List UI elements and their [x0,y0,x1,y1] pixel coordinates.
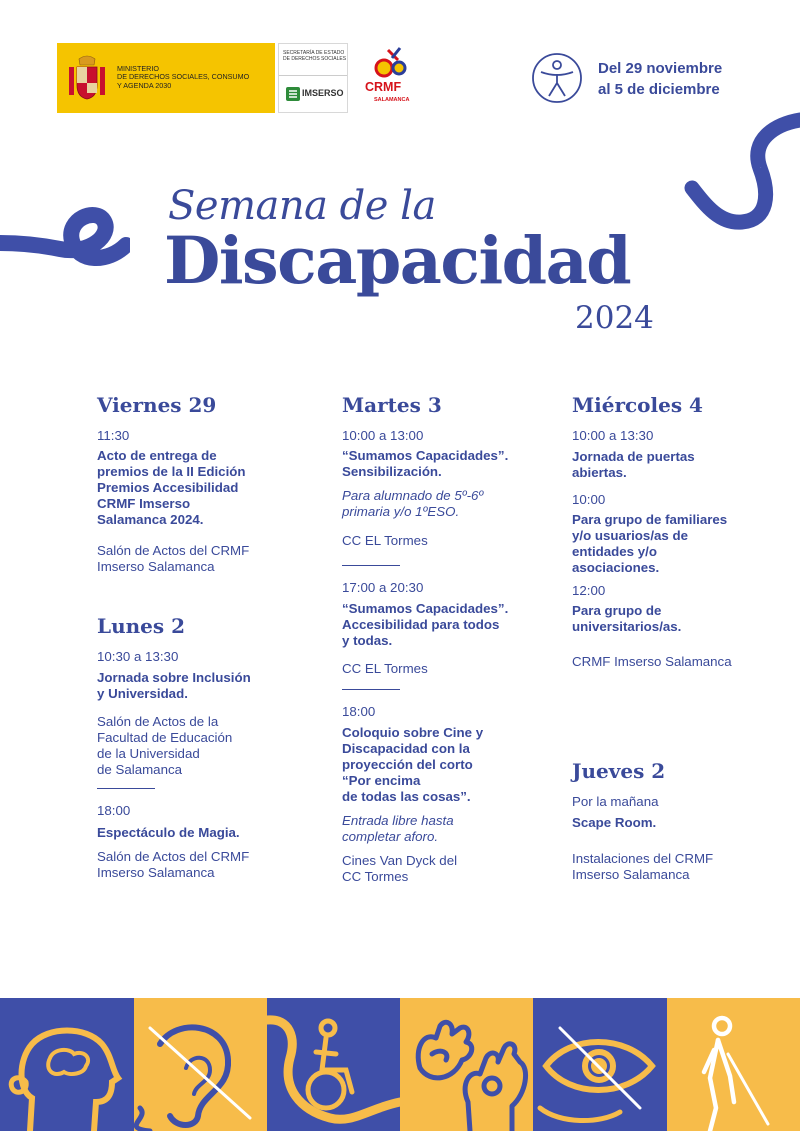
event-title [342,601,508,649]
event-title-line: Para grupo de [572,603,662,618]
right-ribbon-decoration [680,110,800,240]
event-title-line: proyección del corto [342,757,473,772]
event-title-line: Sensibilización. [342,464,442,479]
event-separator [342,689,400,690]
event-title [97,448,246,528]
day-heading: Jueves 2 [572,759,666,783]
place-line: Cines Van Dyck del [342,853,458,868]
ministry-line: DE DERECHOS SOCIALES, CONSUMO [117,72,250,82]
event-place: CC EL Tormes [342,661,428,676]
event-note [342,813,454,845]
crmf-city: SALAMANCA [374,97,410,103]
secretaria-line: SECRETARÍA DE ESTADO [283,50,345,56]
event-time: 10:30 a 13:30 [97,649,179,664]
imserso-wordmark: IMSERSO [302,88,344,98]
event-title-line: Premios Accesibilidad [97,480,239,495]
dates-line: Del 29 noviembre [598,60,723,77]
event-title [572,603,681,635]
ministry-line: MINISTERIO [117,64,159,73]
event-place [97,714,232,778]
title-year: 2024 [575,300,654,336]
event-title-line: “Sumamos Capacidades”. [342,601,509,616]
place-line: Instalaciones del CRMF [572,851,714,866]
dates-line: al 5 de diciembre [598,81,720,98]
event-title-line: Jornada sobre Inclusión [97,670,251,685]
event-time: 10:00 a 13:30 [572,428,654,443]
event-place: CRMF Imserso Salamanca [572,654,732,669]
event-title-line: Discapacidad con la [342,741,470,756]
title-line-1: Semana de la [168,183,436,229]
note-line: completar aforo. [342,829,439,844]
event-title-line: asociaciones. [572,560,660,575]
event-title-line: “Por encima [342,773,421,788]
event-title-line: Salamanca 2024. [97,512,204,527]
accessibility-icon [531,52,583,104]
ministry-name [117,65,272,90]
place-line: de la Universidad [97,746,200,761]
coat-of-arms-icon [67,53,107,103]
event-title-line: Coloquio sobre Cine y [342,725,484,740]
event-title-line: Espectáculo de Magia. [97,825,240,840]
event-title-line: y todas. [342,633,393,648]
crmf-wordmark: CRMF [365,80,402,94]
illustration-band [0,998,800,1131]
place-line: Imserso Salamanca [572,867,690,882]
place-line: de Salamanca [97,762,183,777]
imserso-icon [286,87,300,101]
event-time: 10:00 [572,492,606,507]
event-place [572,851,713,883]
event-title-line: entidades y/o [572,544,657,559]
place-line: Imserso Salamanca [97,559,215,574]
ministry-logo [57,43,275,113]
event-title-line: “Sumamos Capacidades”. [342,448,509,463]
event-note [342,488,483,520]
event-title-line: Acto de entrega de [97,448,217,463]
event-title-line: y Universidad. [97,686,188,701]
event-title [572,512,727,576]
note-line: Entrada libre hasta [342,813,454,828]
day-heading: Lunes 2 [97,614,186,638]
event-title [342,725,483,805]
place-line: Imserso Salamanca [97,865,215,880]
event-time: 11:30 [97,428,130,443]
event-time: 17:00 a 20:30 [342,580,424,595]
logo-divider [279,75,347,76]
event-title: Scape Room. [572,815,657,830]
event-title-line: de todas las cosas”. [342,789,471,804]
event-title-line: Accesibilidad para todos [342,617,500,632]
day-heading: Miércoles 4 [572,393,703,417]
event-title [342,448,508,480]
event-time: 18:00 [342,704,376,719]
secretaria-line: DE DERECHOS SOCIALES [283,56,347,62]
note-line: primaria y/o 1ºESO. [342,504,460,519]
ministry-line: Y AGENDA 2030 [117,80,172,90]
event-time: Por la mañana [572,794,659,809]
event-title-line: premios de la II Edición [97,464,246,479]
event-title-line: y/o usuarios/as de [572,528,689,543]
note-line: Para alumnado de 5º-6º [342,488,484,503]
event-title-line: abiertas. [572,465,627,480]
event-place [97,543,249,575]
day-heading: Martes 3 [342,393,442,417]
title-line-2: Discapacidad [164,223,631,299]
event-title-line: CRMF Imserso [97,496,191,511]
event-dates [598,58,722,100]
event-place: CC EL Tormes [342,533,428,548]
place-line: Facultad de Educación [97,730,233,745]
secretaria-name [283,50,345,62]
place-line: CC Tormes [342,869,409,884]
left-ribbon-decoration [0,205,130,280]
place-line: Salón de Actos del CRMF [97,543,250,558]
event-place [342,853,457,885]
place-line: Salón de Actos del CRMF [97,849,250,864]
event-time: 18:00 [97,803,131,818]
event-title-line: Para grupo de familiares [572,512,728,527]
event-separator [342,565,400,566]
event-place [97,849,249,881]
event-title [97,825,240,841]
event-title [572,449,695,481]
event-separator [97,788,155,789]
event-title [97,670,251,702]
event-title-line: universitarios/as. [572,619,682,634]
event-time: 10:00 a 13:00 [342,428,424,443]
event-time: 12:00 [572,583,606,598]
place-line: Salón de Actos de la [97,714,219,729]
secretaria-imserso-logo [278,43,348,113]
event-title-line: Jornada de puertas [572,449,695,464]
day-heading: Viernes 29 [97,393,217,417]
